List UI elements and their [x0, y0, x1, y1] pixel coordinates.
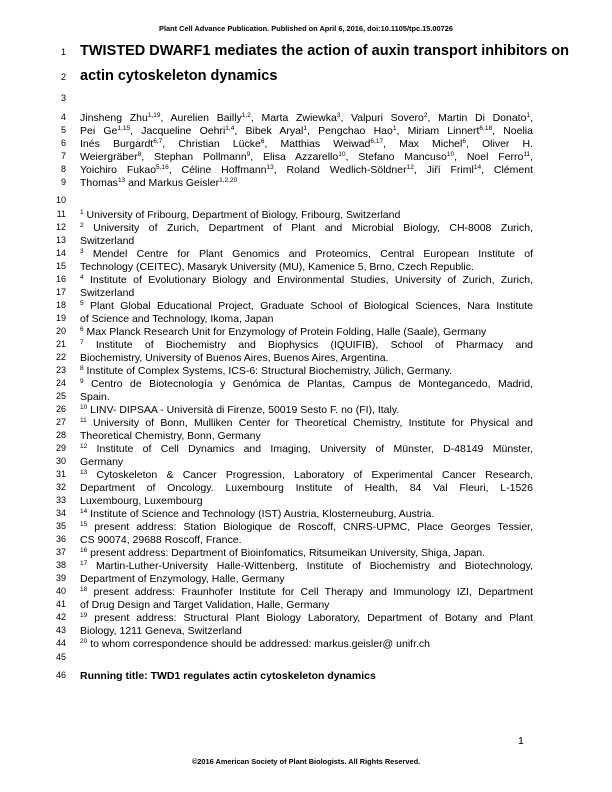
text-line: [80, 534, 533, 546]
text-segment: , Stephan Pollmann: [141, 151, 247, 163]
affiliation-superscript: 1,15: [117, 125, 131, 132]
line-number: 11: [56, 209, 66, 219]
text-segment: University of Zurich, Department of Plant and Microbial Biology, CH-8008 Zurich,: [83, 222, 533, 234]
affiliation-superscript: 10: [446, 151, 455, 158]
text-segment: Centro de Biotecnología y Genómica de Plantas, Campus de Montegancedo, Madrid,: [83, 378, 533, 390]
line-number: 46: [55, 670, 66, 680]
affiliation-superscript: 9: [80, 378, 84, 385]
line-number: 39: [55, 573, 66, 583]
text-line: [80, 391, 533, 403]
text-line: [80, 222, 533, 234]
text-line: [80, 248, 533, 260]
text-segment: , Céline Hoffmann: [168, 164, 267, 176]
line-number: 25: [55, 391, 66, 401]
text-segment: Plant Global Educational Project, Graduate School of Biological Sciences, Nara Institute: [83, 300, 533, 312]
text-segment: Running title: TWD1 regulates actin cytoskeleton dynamics: [80, 670, 376, 682]
line-number: 34: [55, 508, 66, 518]
text-line: [80, 495, 533, 507]
text-line: [80, 300, 533, 312]
affiliation-superscript: 6,18: [479, 125, 493, 132]
text-line: [80, 443, 533, 455]
affiliation-superscript: 13: [266, 164, 274, 171]
affiliation-superscript: 14: [80, 508, 88, 515]
line-number: 36: [55, 534, 66, 544]
affiliation-superscript: 4: [80, 274, 84, 281]
affiliation-superscript: 1: [80, 209, 84, 216]
affiliation-superscript: 2: [423, 112, 428, 119]
text-line: [80, 352, 533, 364]
text-segment: , Miriam Linnert: [396, 125, 480, 137]
text-segment: of Drug Design and Target Validation, Halle, Germany: [80, 599, 330, 611]
text-segment: Institute of Biochemistry and Biophysics (IQUIFIB), School of Pharmacy and: [83, 339, 533, 351]
paper-title-line: [80, 43, 569, 59]
text-segment: , Roland Wedlich-Söldner: [273, 164, 407, 176]
text-segment: Biology, 1211 Geneva, Switzerland: [80, 625, 242, 637]
affiliation-superscript: 9: [246, 151, 251, 158]
text-line: [80, 235, 533, 247]
text-segment: University of Fribourg, Department of Biology, Fribourg, Switzerland: [83, 209, 401, 221]
text-line: [80, 209, 533, 221]
line-number: 5: [60, 125, 66, 135]
affiliation-superscript: 16: [80, 547, 88, 554]
text-segment: Yoichiro Fukao: [80, 164, 157, 176]
text-segment: , Marta Zwiewka: [250, 112, 337, 124]
line-number: 18: [55, 300, 66, 310]
text-segment: Institute of Evolutionary Biology and Environmental Studies, University of Zurich, Zurich,: [83, 274, 533, 286]
line-number: 27: [55, 417, 66, 427]
text-segment: Institute of Cell Dynamics and Imaging, University of Münster, D-48149 Münster,: [87, 443, 533, 455]
text-line: [80, 274, 533, 286]
line-number: 12: [55, 222, 66, 232]
affiliation-superscript: 2: [80, 222, 84, 229]
text-segment: present address: Structural Plant Biology Laboratory, Department of Botany and Plant: [87, 612, 533, 624]
line-number: 1: [60, 47, 66, 57]
text-line: [80, 112, 533, 124]
text-line: [80, 586, 533, 598]
text-line: [80, 261, 533, 273]
text-segment: Cytoskeleton & Cancer Progression, Laboratory of Experimental Cancer Research,: [87, 469, 533, 481]
affiliation-superscript: 6,7: [153, 138, 163, 145]
affiliation-superscript: 11: [523, 151, 531, 158]
running-title: [80, 670, 533, 682]
text-line: [80, 456, 533, 468]
text-segment: Pei Ge: [80, 125, 118, 137]
line-number: 33: [55, 495, 66, 505]
text-segment: Thomas: [80, 177, 118, 189]
text-segment: present address: Station Biologique de Roscoff, CNRS-UPMC, Place Georges Tessier,: [87, 521, 533, 533]
text-segment: Germany: [80, 456, 124, 468]
line-number: 28: [55, 430, 66, 440]
line-number: 2: [60, 72, 66, 82]
affiliation-superscript: 19: [80, 612, 88, 619]
text-line: [80, 469, 533, 481]
line-number: 23: [55, 365, 66, 375]
affiliation-superscript: 1,2,20: [219, 177, 238, 184]
line-number: 42: [55, 612, 66, 622]
copyright-footer: ©2016 American Society of Plant Biologists. All Rights Reserved.: [191, 757, 421, 766]
text-line: [80, 326, 533, 338]
text-segment: , Elisa Azzarello: [250, 151, 339, 163]
text-segment: Mendel Centre for Plant Genomics and Proteomics, Central European Institute of: [83, 248, 533, 260]
line-number: 20: [55, 326, 66, 336]
line-number: 19: [55, 313, 66, 323]
text-line: [80, 430, 533, 442]
text-segment: and Markus Geisler: [125, 177, 220, 189]
affiliation-superscript: 1,2: [241, 112, 251, 119]
text-line: [80, 482, 533, 494]
text-segment: CS 90074, 29688 Roscoff, France.: [80, 534, 242, 546]
text-segment: , Aurelien Bailly: [160, 112, 242, 124]
line-number: 13: [55, 235, 66, 245]
text-segment: LINV- DIPSAA - Università di Firenze, 50019 Sesto F. no (FI), Italy.: [87, 404, 400, 416]
text-segment: University of Bonn, Mulliken Center for Theoretical Chemistry, Institute for Physical and: [86, 417, 533, 429]
text-segment: Max Planck Research Unit for Enzymology of Protein Folding, Halle (Saale), Germany: [83, 326, 487, 338]
text-segment: to whom correspondence should be addressed: markus.geisler@ unifr.ch: [87, 638, 430, 650]
text-segment: , Jiří Friml: [413, 164, 474, 176]
line-number: 16: [55, 274, 66, 284]
text-line: [80, 138, 533, 150]
paper-title-line: [80, 68, 533, 84]
affiliation-superscript: 13: [117, 177, 126, 184]
page-number: 1: [518, 735, 524, 747]
line-number: 8: [60, 164, 66, 174]
text-line: [80, 573, 533, 585]
text-segment: , Bibek Aryal: [234, 125, 304, 137]
affiliation-superscript: 20: [80, 638, 88, 645]
line-number: 4: [60, 112, 66, 122]
text-line: [80, 339, 533, 351]
line-number: 32: [55, 482, 66, 492]
text-segment: , Max Michel: [383, 138, 463, 150]
text-segment: , Martin Di Donato: [427, 112, 527, 124]
text-segment: of Science and Technology, Ikoma, Japan: [80, 313, 274, 325]
line-number: 44: [55, 638, 66, 648]
text-line: [80, 164, 533, 176]
line-number: 24: [55, 378, 66, 388]
text-segment: Biochemistry, University of Buenos Aires, Buenos Aires, Argentina.: [80, 352, 389, 364]
text-line: [80, 560, 533, 572]
text-segment: Inés Burgardt: [80, 138, 154, 150]
affiliation-superscript: 10: [80, 404, 88, 411]
affiliation-superscript: 7: [80, 339, 84, 346]
line-number: 37: [55, 547, 66, 557]
line-number: 22: [55, 352, 66, 362]
affiliation-superscript: 5,16: [156, 164, 169, 171]
affiliation-superscript: 1,19: [147, 112, 161, 119]
affiliation-superscript: 3: [336, 112, 341, 119]
text-line: [80, 599, 533, 611]
line-number: 6: [60, 138, 66, 148]
text-segment: Theoretical Chemistry, Bonn, Germany: [80, 430, 261, 442]
text-segment: ,: [530, 112, 533, 124]
affiliation-superscript: 13: [80, 469, 88, 476]
text-segment: Switzerland: [80, 235, 135, 247]
text-line: [80, 404, 533, 416]
text-segment: Weiergräber: [80, 151, 138, 163]
text-segment: ,: [530, 151, 533, 163]
affiliation-superscript: 12: [406, 164, 414, 171]
line-number: 17: [55, 287, 66, 297]
text-line: [80, 365, 533, 377]
line-number: 31: [55, 469, 66, 479]
text-segment: , Clément: [481, 164, 533, 176]
line-number: 14: [55, 248, 66, 258]
affiliation-superscript: 18: [80, 586, 88, 593]
text-line: [80, 547, 533, 559]
affiliation-superscript: 8: [137, 151, 142, 158]
line-number: 15: [55, 261, 66, 271]
line-number: 41: [55, 599, 66, 609]
affiliation-superscript: 6: [260, 138, 265, 145]
affiliation-superscript: 6: [80, 326, 84, 333]
text-segment: actin cytoskeleton dynamics: [80, 68, 278, 84]
affiliation-superscript: 6: [462, 138, 466, 145]
text-segment: Technology (CEITEC), Masaryk University (MU), Kamenice 5, Brno, Czech Republic.: [80, 261, 474, 273]
line-number: 45: [55, 652, 66, 662]
text-segment: Institute of Science and Technology (IST) Austria, Klosterneuburg, Austria.: [87, 508, 435, 520]
text-line: [80, 151, 533, 163]
text-segment: TWISTED DWARF1 mediates the action of auxin transport inhibitors on: [80, 43, 569, 59]
text-segment: , Stefano Mancuso: [345, 151, 447, 163]
text-segment: , Pengchao Hao: [306, 125, 393, 137]
line-number: 3: [60, 93, 66, 103]
text-segment: Luxembourg, Luxembourg: [80, 495, 203, 507]
text-line: [80, 508, 533, 520]
line-number: 29: [55, 443, 66, 453]
affiliation-superscript: 11: [80, 417, 87, 424]
affiliation-superscript: 1,4: [225, 125, 235, 132]
affiliation-superscript: 8: [80, 365, 84, 372]
affiliation-superscript: 14: [473, 164, 482, 171]
text-line: [80, 177, 533, 189]
text-segment: , Oliver H.: [465, 138, 534, 150]
line-number: 7: [60, 151, 66, 161]
text-segment: , Christian Lücke: [162, 138, 261, 150]
line-number: 38: [55, 560, 66, 570]
affiliation-superscript: 6,17: [370, 138, 384, 145]
text-segment: Department of Enzymology, Halle, Germany: [80, 573, 285, 585]
text-segment: , Jacqueline Oehri: [130, 125, 226, 137]
line-number: 26: [55, 404, 66, 414]
journal-header: Plant Cell Advance Publication. Published on April 6, 2016, doi:10.1105/tpc.15.00726: [159, 24, 453, 33]
text-segment: Spain.: [80, 391, 110, 403]
affiliation-superscript: 17: [80, 560, 88, 567]
text-segment: Department of Oncology. Luxembourg Institute of Health, 84 Val Fleuri, L-1526: [80, 482, 533, 494]
text-segment: present address: Fraunhofer Institute for Cell Therapy and Immunology IZI, Department: [87, 586, 533, 598]
line-number: 30: [55, 456, 66, 466]
line-number: 43: [55, 625, 66, 635]
affiliation-superscript: 10: [338, 151, 346, 158]
text-segment: , Valpuri Sovero: [340, 112, 424, 124]
affiliation-superscript: 1: [303, 125, 307, 132]
line-number: 10: [55, 195, 66, 205]
affiliation-superscript: 12: [80, 443, 88, 450]
text-segment: Martin-Luther-University Halle-Wittenberg, Institute of Biochemistry and Biotechnology,: [87, 560, 533, 572]
line-number: 21: [55, 339, 66, 349]
text-segment: present address: Department of Bioinfomatics, Ritsumeikan University, Shiga, Japan.: [87, 547, 486, 559]
text-segment: , Noel Ferro: [454, 151, 524, 163]
text-line: [80, 378, 533, 390]
line-number: 35: [55, 521, 66, 531]
affiliation-superscript: 5: [80, 300, 84, 307]
affiliation-superscript: 1: [526, 112, 531, 119]
affiliation-superscript: 3: [80, 248, 84, 255]
text-line: [80, 612, 533, 624]
text-segment: Switzerland: [80, 287, 135, 299]
affiliation-superscript: 15: [80, 521, 88, 528]
text-line: [80, 125, 533, 137]
text-segment: , Matthias Weiwad: [264, 138, 371, 150]
text-segment: Jinsheng Zhu: [80, 112, 148, 124]
text-line: [80, 638, 533, 650]
text-line: [80, 521, 533, 533]
text-line: [80, 313, 533, 325]
text-segment: , Noelia: [492, 125, 533, 137]
line-number: 9: [60, 177, 66, 187]
line-number: 40: [55, 586, 66, 596]
text-segment: Institute of Complex Systems, ICS-6: Structural Biochemistry, Jülich, Germany.: [83, 365, 453, 377]
text-line: [80, 287, 533, 299]
text-line: [80, 625, 533, 637]
affiliation-superscript: 1: [392, 125, 397, 132]
text-line: [80, 417, 533, 429]
